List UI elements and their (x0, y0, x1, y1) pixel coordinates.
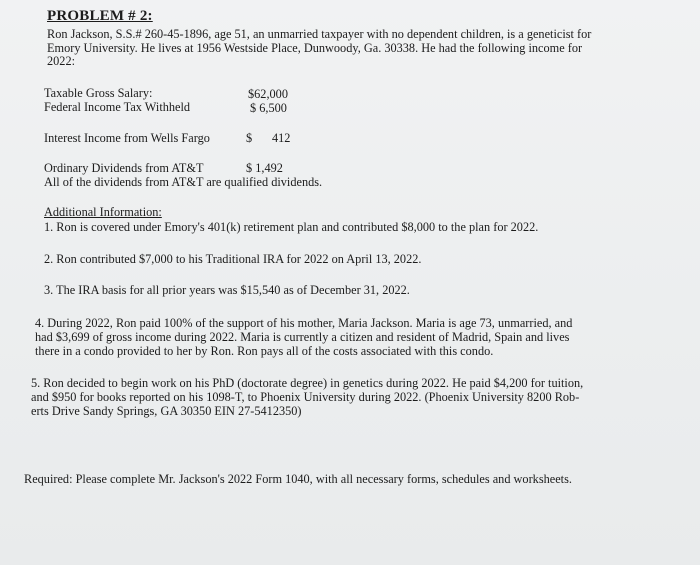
dividends-label: Ordinary Dividends from AT&T (44, 161, 204, 175)
interest-label: Interest Income from Wells Fargo (44, 131, 210, 145)
withheld-value: $ 6,500 (250, 101, 287, 115)
additional-item-4-line-2: had $3,699 of gross income during 2022. Maria is currently a citizen and resident of Madrid, Spain and lives (35, 330, 570, 344)
additional-item-5-line-3: erts Drive Sandy Springs, GA 30350 EIN 27-5412350) (31, 404, 302, 418)
additional-item-4-line-1: 4. During 2022, Ron paid 100% of the support of his mother, Maria Jackson. Maria is age 73, unmarried, and (35, 316, 573, 330)
salary-value: $62,000 (248, 87, 288, 101)
additional-item-5-line-1: 5. Ron decided to begin work on his PhD (doctorate degree) in genetics during 2022. He paid $4,200 for tuition, (31, 376, 584, 390)
intro-line-3: 2022: (47, 54, 76, 68)
salary-label: Taxable Gross Salary: (44, 86, 153, 100)
dividends-value: $ 1,492 (246, 161, 283, 175)
additional-item-2: 2. Ron contributed $7,000 to his Traditional IRA for 2022 on April 13, 2022. (44, 252, 422, 266)
interest-currency: $ (246, 131, 253, 145)
additional-item-1: 1. Ron is covered under Emory's 401(k) retirement plan and contributed $8,000 to the plan for 2022. (44, 220, 539, 234)
problem-title: PROBLEM # 2: (47, 8, 153, 24)
intro-line-1: Ron Jackson, S.S.# 260-45-1896, age 51, an unmarried taxpayer with no dependent children, is a geneticist for (47, 27, 592, 41)
withheld-label: Federal Income Tax Withheld (44, 100, 191, 114)
interest-value: 412 (272, 131, 291, 145)
intro-line-2: Emory University. He lives at 1956 Westside Place, Dunwoody, Ga. 30338. He had the following income for (47, 41, 583, 55)
additional-heading: Additional Information: (44, 205, 162, 219)
additional-item-5-line-2: and $950 for books reported on his 1098-T, to Phoenix University during 2022. (Phoenix University 8200 Rob- (31, 390, 580, 404)
dividends-note: All of the dividends from AT&T are qualified dividends. (44, 175, 323, 189)
additional-item-3: 3. The IRA basis for all prior years was $15,540 as of December 31, 2022. (44, 283, 410, 297)
additional-item-4-line-3: there in a condo provided to her by Ron. Ron pays all of the costs associated with this condo. (35, 344, 494, 358)
required-statement: Required: Please complete Mr. Jackson's 2022 Form 1040, with all necessary forms, schedules and worksheets. (24, 472, 572, 486)
